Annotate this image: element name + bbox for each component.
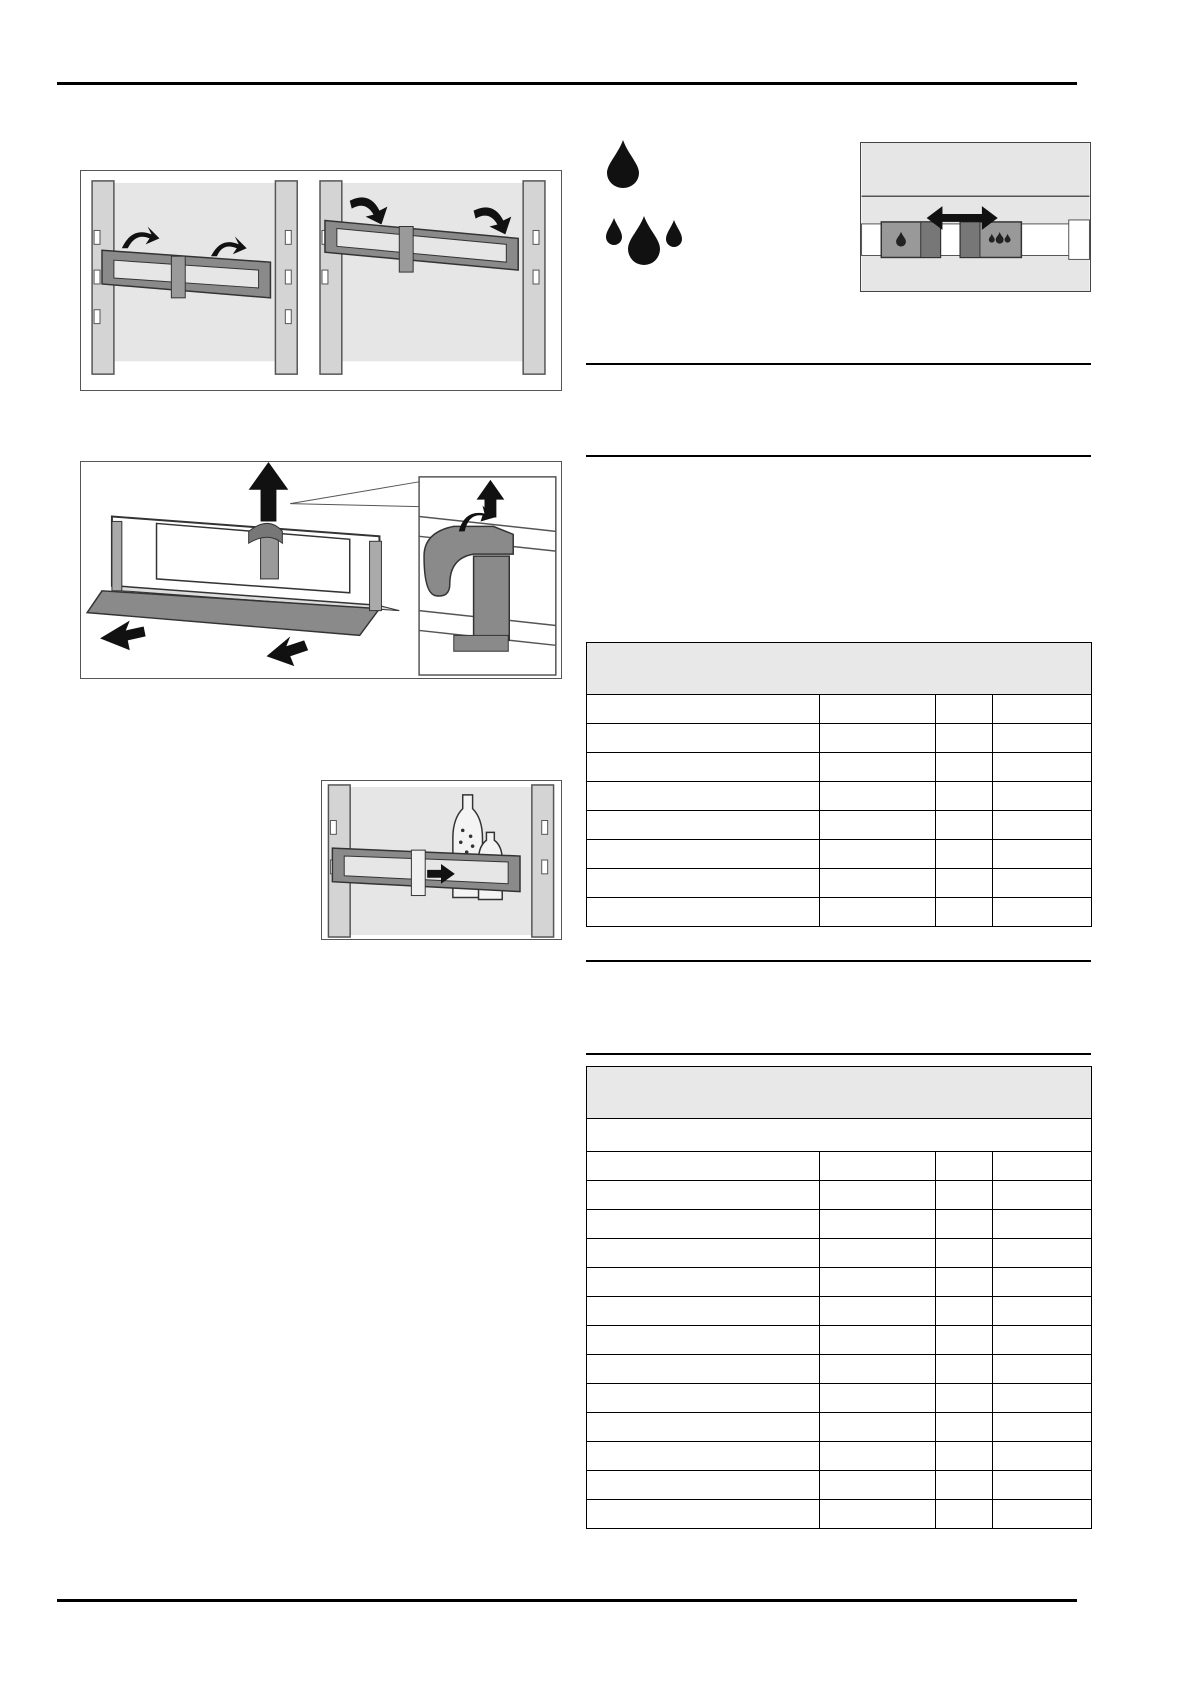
- table-2-subheader: [587, 1119, 1092, 1152]
- door-shelf-tilt-arrows-icon: [81, 171, 561, 390]
- table-row: [587, 1413, 1092, 1442]
- table-row: [587, 1326, 1092, 1355]
- table-row: [587, 1239, 1092, 1268]
- single-drop-icon: [606, 140, 640, 188]
- table-row: [587, 1268, 1092, 1297]
- section-separator: [586, 363, 1091, 365]
- table-row: [587, 1297, 1092, 1326]
- table-row: [587, 1152, 1092, 1181]
- top-rule: [57, 82, 1077, 85]
- table-row: [587, 1384, 1092, 1413]
- table-row: [587, 1210, 1092, 1239]
- three-drops-icon: [604, 216, 688, 268]
- section-separator: [586, 455, 1091, 457]
- section-separator: [586, 960, 1091, 962]
- bottom-rule: [57, 1599, 1077, 1602]
- shelf-divider-lift-arrows-icon: [81, 462, 561, 678]
- bottle-holder-figure: [321, 780, 562, 940]
- table-row: [587, 898, 1092, 927]
- section-separator: [586, 1053, 1091, 1055]
- table-row: [587, 1500, 1092, 1529]
- table-row: [587, 1355, 1092, 1384]
- humidity-slider-figure: [860, 142, 1091, 292]
- shelf-disassembly-figure: [80, 461, 562, 679]
- table-row: [587, 753, 1092, 782]
- table-row: [587, 695, 1092, 724]
- table-row: [587, 811, 1092, 840]
- table-2: [586, 1066, 1092, 1529]
- table-row: [587, 1471, 1092, 1500]
- humidity-slider-double-arrow-icon: [861, 143, 1090, 291]
- shelf-removal-figure: [80, 170, 562, 391]
- table-1: [586, 642, 1092, 927]
- table-row: [587, 1442, 1092, 1471]
- table-row: [587, 724, 1092, 753]
- table-row: [587, 782, 1092, 811]
- table-row: [587, 1181, 1092, 1210]
- table-1-header: [587, 643, 1092, 695]
- table-row: [587, 840, 1092, 869]
- bottle-holder-slide-arrow-icon: [322, 781, 561, 939]
- table-2-header: [587, 1067, 1092, 1119]
- table-row: [587, 869, 1092, 898]
